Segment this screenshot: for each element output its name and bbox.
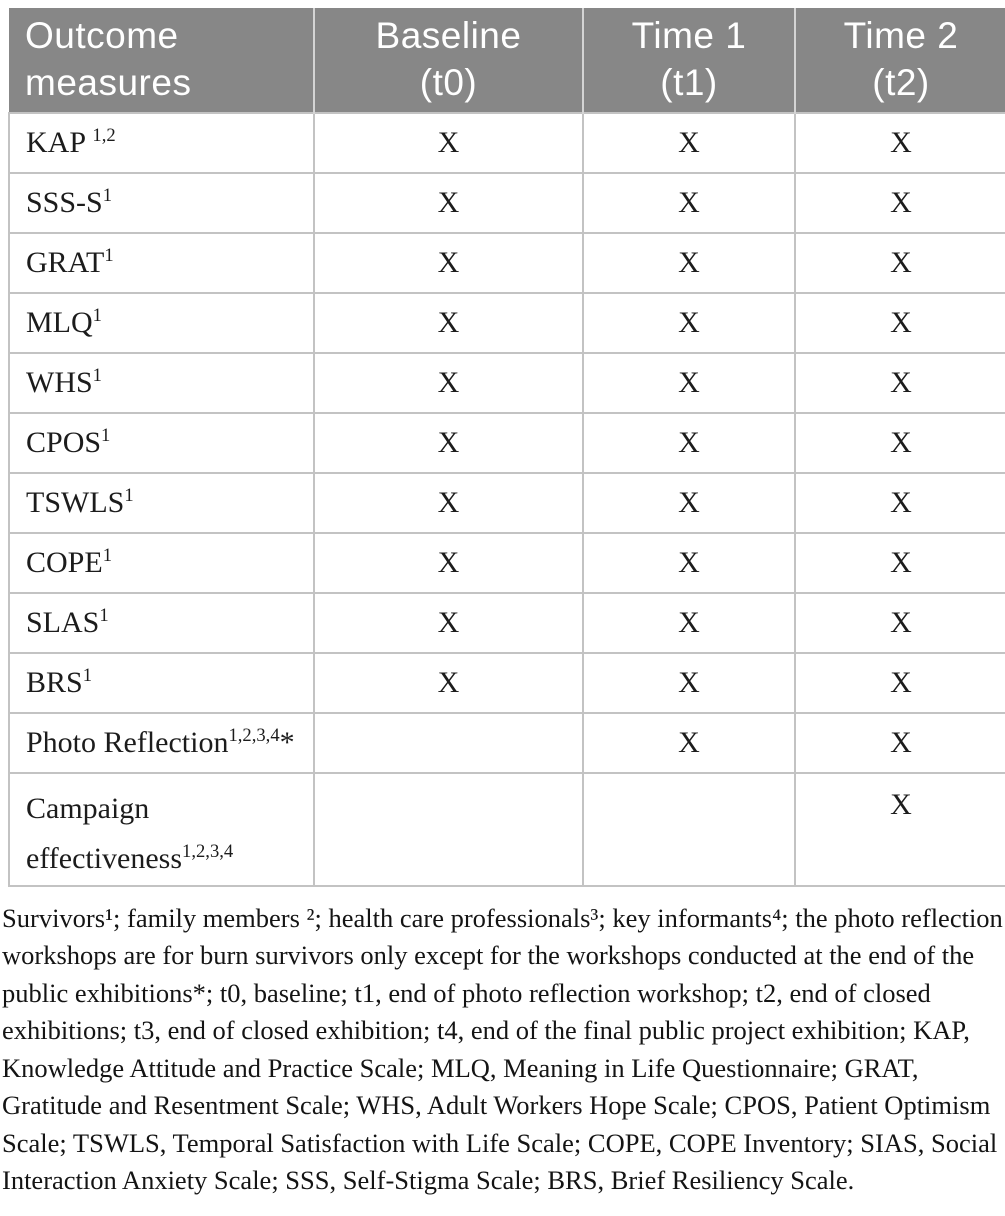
x-mark-cell: X <box>314 293 583 353</box>
table-body <box>9 113 1005 886</box>
table-row <box>9 293 1005 353</box>
x-mark-cell: X <box>795 533 1005 593</box>
x-mark-cell: X <box>583 593 795 653</box>
x-mark-cell: X <box>583 233 795 293</box>
x-mark-cell: X <box>795 293 1005 353</box>
x-mark-cell: X <box>314 353 583 413</box>
x-mark-cell: X <box>314 473 583 533</box>
label-superscript: 1 <box>99 605 109 626</box>
table-row <box>9 233 1005 293</box>
col-header-baseline-t0 <box>314 8 583 113</box>
x-mark-cell: X <box>795 173 1005 233</box>
x-mark-cell: X <box>795 473 1005 533</box>
header-line: (t2) <box>872 62 930 103</box>
x-mark-cell: X <box>795 413 1005 473</box>
x-mark-cell: X <box>795 773 1005 886</box>
row-label: SLAS$^1$ <box>9 593 314 653</box>
x-mark-cell: X <box>583 413 795 473</box>
x-mark-cell: X <box>583 293 795 353</box>
header-line: Time 2 <box>843 15 959 57</box>
col-header-time1-t1 <box>583 8 795 113</box>
header-line: Time 1 <box>631 15 747 57</box>
col-header-outcome-measures <box>9 8 314 113</box>
x-mark-cell: X <box>314 413 583 473</box>
x-mark-cell: X <box>583 713 795 773</box>
label-superscript: 1,2 <box>92 125 116 146</box>
row-label: BRS$^1$ <box>9 653 314 713</box>
label-superscript: 1 <box>92 365 102 386</box>
row-label: Photo Reflection$^{1,2,3,4}$* <box>9 713 314 773</box>
table-footnote: Survivors¹; family members ²; health care professionals³; key informants⁴; the photo reflection workshops are for burn survivors only except for the workshops conducted at the end of the public exhibitions*; t0, baseline; t1, end of photo reflection workshop; t2, end of closed exhibitions; t3, end of closed exhibition; t4, end of the final public project exhibition; KAP, Knowledge Attitude and Practice Scale; MLQ, Meaning in Life Questionnaire; GRAT, Gratitude and Resentment Scale; WHS, Adult Workers Hope Scale; CPOS, Patient Optimism Scale; TSWLS, Temporal Satisfaction with Life Scale; COPE, COPE Inventory; SIAS, Social Interaction Anxiety Scale; SSS, Self-Stigma Scale; BRS, Brief Resiliency Scale. <box>2 902 1003 1196</box>
outcome-measures-table <box>8 8 1005 887</box>
header-line: (t1) <box>660 62 718 103</box>
table-row <box>9 353 1005 413</box>
table-row <box>9 773 1005 886</box>
label-superscript: 1 <box>82 665 93 686</box>
header-line: Outcome <box>25 15 179 57</box>
x-mark-cell: X <box>795 713 1005 773</box>
x-mark-cell: X <box>583 173 795 233</box>
table-row <box>9 173 1005 233</box>
label-superscript: 1 <box>102 545 112 566</box>
asterisk-marker: * <box>279 726 295 759</box>
table-row <box>9 713 1005 773</box>
table-row <box>9 113 1005 173</box>
row-label: MLQ$^1$ <box>9 293 314 353</box>
row-label: SSS-$S^1$ <box>9 173 314 233</box>
x-mark-cell: X <box>583 113 795 173</box>
label-superscript: 1,2,3,4 <box>182 841 234 863</box>
x-mark-cell: X <box>795 113 1005 173</box>
x-mark-cell: X <box>795 653 1005 713</box>
header-line: measures <box>25 62 192 103</box>
label-superscript: 1 <box>102 185 113 206</box>
row-label: WHS$^1$ <box>9 353 314 413</box>
x-mark-cell: X <box>795 593 1005 653</box>
x-mark-cell: X <box>583 533 795 593</box>
x-mark-cell: X <box>795 353 1005 413</box>
label-superscript: 1,2,3,4 <box>228 725 280 746</box>
label-superscript: 1 <box>101 425 111 446</box>
x-mark-cell: X <box>583 353 795 413</box>
x-mark-cell: X <box>314 233 583 293</box>
label-superscript: 1 <box>104 245 114 266</box>
x-mark-cell: X <box>314 173 583 233</box>
x-mark-cell: X <box>314 533 583 593</box>
label-superscript: 1 <box>124 485 134 506</box>
x-mark-cell: X <box>314 653 583 713</box>
table-row <box>9 653 1005 713</box>
header-line: Baseline <box>375 15 522 57</box>
x-mark-cell: X <box>314 593 583 653</box>
row-label: KAP $^{1,2}$ <box>9 113 314 173</box>
row-label: GRAT$^1$ <box>9 233 314 293</box>
empty-cell <box>314 713 583 773</box>
x-mark-cell: X <box>583 653 795 713</box>
table-row <box>9 413 1005 473</box>
row-label: COPE$^1$ <box>9 533 314 593</box>
table-row <box>9 533 1005 593</box>
table-row <box>9 593 1005 653</box>
label-superscript: 1 <box>92 305 102 326</box>
row-label: Campaign effectiveness$^{1,2,3,4}$ <box>9 773 314 886</box>
table-row <box>9 473 1005 533</box>
col-header-time2-t2 <box>795 8 1005 113</box>
x-mark-cell: X <box>795 233 1005 293</box>
row-label: TSWLS$^1$ <box>9 473 314 533</box>
header-line: (t0) <box>419 62 478 103</box>
x-mark-cell: X <box>314 113 583 173</box>
empty-cell <box>583 773 795 886</box>
x-mark-cell: X <box>583 473 795 533</box>
empty-cell <box>314 773 583 886</box>
row-label: CPOS$^1$ <box>9 413 314 473</box>
table-header <box>9 8 1005 113</box>
header-row <box>9 8 1005 113</box>
